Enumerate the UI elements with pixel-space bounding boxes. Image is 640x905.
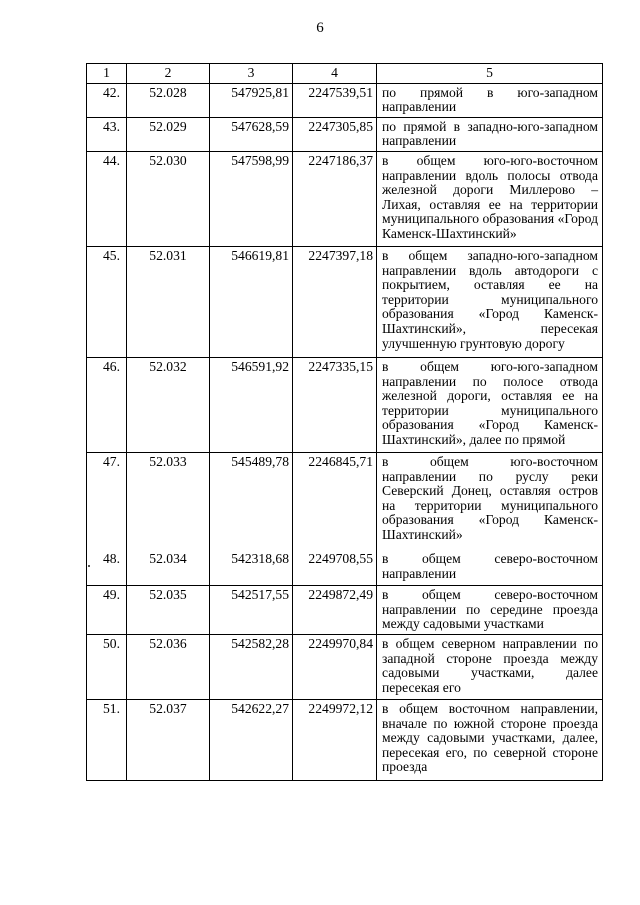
page-number: 6 — [316, 20, 324, 36]
y-coordinate: 2249970,84 — [293, 634, 377, 699]
row-number: 51. — [87, 699, 127, 780]
point-id: 52.032 — [127, 357, 210, 452]
boundary-description: в общем северо-восточном направлении — [377, 549, 603, 585]
table-row — [87, 357, 603, 452]
point-id: 52.037 — [127, 699, 210, 780]
y-coordinate: 2249708,55 — [293, 549, 377, 585]
table-header-row — [87, 64, 603, 84]
row-number: 44. — [87, 151, 127, 246]
x-coordinate: 547598,99 — [210, 151, 293, 246]
point-id: 52.031 — [127, 246, 210, 357]
row-number: 45. — [87, 246, 127, 357]
boundary-description: в общем северо-восточном направлении по середине проезда между садовыми участками — [377, 585, 603, 634]
table-row — [87, 117, 603, 151]
point-id: 52.030 — [127, 151, 210, 246]
point-id: 52.034 — [127, 549, 210, 585]
y-coordinate: 2249972,12 — [293, 699, 377, 780]
table-row — [87, 151, 603, 246]
table-row — [87, 246, 603, 357]
column-header-4: 4 — [293, 64, 377, 84]
column-header-2: 2 — [127, 64, 210, 84]
boundary-description: в общем северном направлении по западной стороне проезда между садовыми участками, далее пересекая его — [377, 634, 603, 699]
row-number: 46. — [87, 357, 127, 452]
x-coordinate: 542582,28 — [210, 634, 293, 699]
table-row — [87, 83, 603, 117]
y-coordinate: 2246845,71 — [293, 452, 377, 549]
boundary-description: в общем западно-юго-западном направлении вдоль автодороги с покрытием, оставляя ее на территории муниципального образования «Город Каменск-Шахтинский», пересекая улучшенную грунтовую дорогу — [377, 246, 603, 357]
boundary-description: по прямой в западно-юго-западном направлении — [377, 117, 603, 151]
row-number: 50. — [87, 634, 127, 699]
point-id: 52.035 — [127, 585, 210, 634]
point-id: 52.028 — [127, 83, 210, 117]
x-coordinate: 542622,27 — [210, 699, 293, 780]
y-coordinate: 2247335,15 — [293, 357, 377, 452]
row-number: 47. — [87, 452, 127, 549]
point-id: 52.033 — [127, 452, 210, 549]
table-row — [87, 699, 603, 780]
x-coordinate: 546619,81 — [210, 246, 293, 357]
y-coordinate: 2249872,49 — [293, 585, 377, 634]
boundary-description: в общем юго-юго-восточном направлении вдоль полосы отвода железной дороги Миллерово – Лихая, оставляя ее на территории муниципального образования «Город Каменск-Шахтинский» — [377, 151, 603, 246]
boundary-coordinates-table — [86, 63, 603, 781]
x-coordinate: 542318,68 — [210, 549, 293, 585]
y-coordinate: 2247186,37 — [293, 151, 377, 246]
boundary-description: в общем юго-юго-западном направлении по полосе отвода железной дороги, оставляя ее на территории муниципального образования «Город Каменск-Шахтинский», далее по прямой — [377, 357, 603, 452]
row-number: 42. — [87, 83, 127, 117]
boundary-description: по прямой в юго-западном направлении — [377, 83, 603, 117]
y-coordinate: 2247305,85 — [293, 117, 377, 151]
table-row — [87, 549, 603, 585]
x-coordinate: 547628,59 — [210, 117, 293, 151]
table-row — [87, 452, 603, 549]
column-header-1: 1 — [87, 64, 127, 84]
row-number: 48. — [87, 549, 127, 585]
scan-dot-mark — [88, 565, 90, 567]
table-row — [87, 585, 603, 634]
point-id: 52.029 — [127, 117, 210, 151]
column-header-5: 5 — [377, 64, 603, 84]
row-number: 43. — [87, 117, 127, 151]
boundary-description: в общем юго-восточном направлении по руслу реки Северский Донец, оставляя остров на территории муниципального образования «Город Каменск-Шахтинский» — [377, 452, 603, 549]
boundary-description: в общем восточном направлении, вначале по южной стороне проезда между садовыми участками, далее, пересекая его, по северной стороне проезда — [377, 699, 603, 780]
x-coordinate: 546591,92 — [210, 357, 293, 452]
row-number: 49. — [87, 585, 127, 634]
x-coordinate: 545489,78 — [210, 452, 293, 549]
point-id: 52.036 — [127, 634, 210, 699]
x-coordinate: 547925,81 — [210, 83, 293, 117]
y-coordinate: 2247539,51 — [293, 83, 377, 117]
x-coordinate: 542517,55 — [210, 585, 293, 634]
y-coordinate: 2247397,18 — [293, 246, 377, 357]
column-header-3: 3 — [210, 64, 293, 84]
table-row — [87, 634, 603, 699]
